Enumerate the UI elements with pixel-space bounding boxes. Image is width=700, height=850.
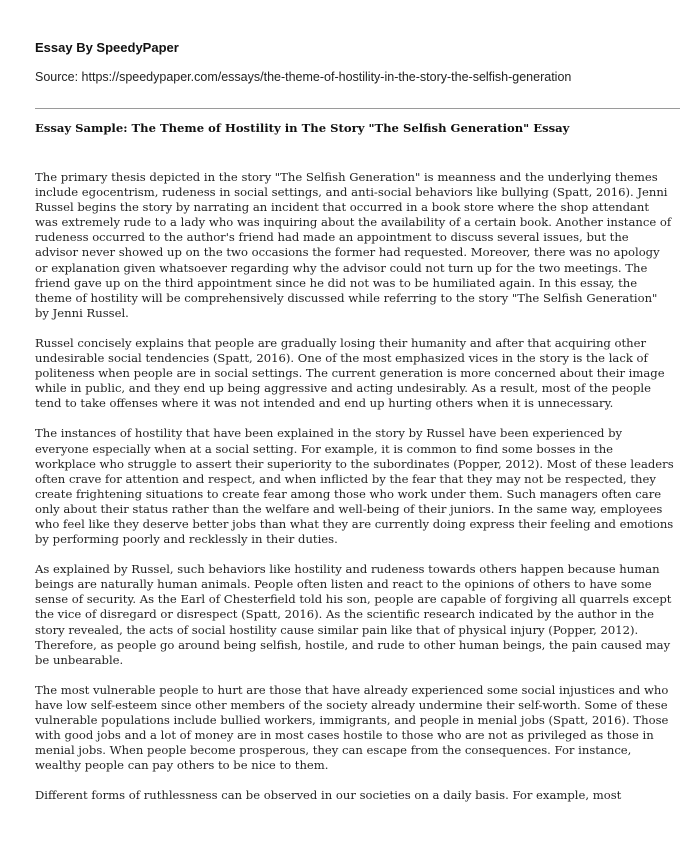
essay-paragraph: The primary thesis depicted in the story "The Selfish Generation" is meanness and the underlying themes include egocentrism, rudeness in social settings, and anti-social behaviors like bullying (Spatt, 2016). Jenni Russel begins the story by narrating an incident that occurred in a book store where the shop attendant was extremely rude to a lady who was inquiring about the availability of a certain book. Another instance of rudeness occurred to the author's friend had made an appointment to discuss several issues, but the advisor never showed up on the two occasions the former had requested. Moreover, there was no apology or explanation given whatsoever regarding why the advisor could not turn up for the two meetings. The friend gave up on the third appointment since he did not was to be humiliated again. In this essay, the theme of hostility will be comprehensively discussed while referring to the story "The Selfish Generation" by Jenni Russel.: [35, 170, 672, 320]
essay-paragraph: The most vulnerable people to hurt are those that have already experienced some social injustices and who have low self-esteem since other members of the society already undermine their self-worth. Some of these vulnerable populations include bullied workers, immigrants, and people in menial jobs (Spatt, 2016). Those with good jobs and a lot of money are in most cases hostile to those who are not as privileged as those in menial jobs. When people become prosperous, they can escape from the consequences. For instance, wealthy people can pay others to be nice to them.: [35, 682, 669, 773]
essay-paragraph: The instances of hostility that have been explained in the story by Russel have been experienced by everyone especially when at a social setting. For example, it is common to find some bosses in the workplace who struggle to assert their superiority to the subordinates (Popper, 2012). Most of these leaders often crave for attention and respect, and when inflicted by the fear that they may not be respected, they create frightening situations to create fear among those who work under them. Such managers often care only about their status rather than the welfare and well-being of their juniors. In the same way, employees who feel like they deserve better jobs than what they are currently doing express their feeling and emotions by performing poorly and recklessly in their duties.: [35, 426, 674, 547]
essay-body: [35, 170, 675, 818]
essay-paragraph: As explained by Russel, such behaviors like hostility and rudeness towards others happen because human beings are naturally human animals. People often listen and react to the opinions of others to have some sense of security. As the Earl of Chesterfield told his son, people are capable of forgiving all quarrels except the vice of disregard or disrespect (Spatt, 2016). As the scientific research indicated by the author in the story revealed, the acts of social hostility cause similar pain like that of physical injury (Popper, 2012). Therefore, as people go around being selfish, hostile, and rude to other human beings, the pain caused may be unbearable.: [35, 562, 672, 667]
essay-paragraph: Russel concisely explains that people are gradually losing their humanity and after that acquiring other undesirable social tendencies (Spatt, 2016). One of the most emphasized vices in the story is the lack of politeness when people are in social settings. The current generation is more concerned about their image while in public, and they end up being aggressive and acting undesirably. As a result, most of the people tend to take offenses where it was not intended and end up hurting others when it is unnecessary.: [35, 335, 665, 411]
essay-paragraph: Different forms of ruthlessness can be observed in our societies on a daily basis. For example, most: [35, 788, 622, 803]
essay-title: Essay Sample: The Theme of Hostility in The Story "The Selfish Generation" Essay: [35, 121, 570, 135]
header-divider: [35, 108, 680, 109]
source-line: Source: https://speedypaper.com/essays/the-theme-of-hostility-in-the-story-the-selfish-generation: [35, 70, 572, 84]
brand-title: Essay By SpeedyPaper: [35, 40, 179, 55]
